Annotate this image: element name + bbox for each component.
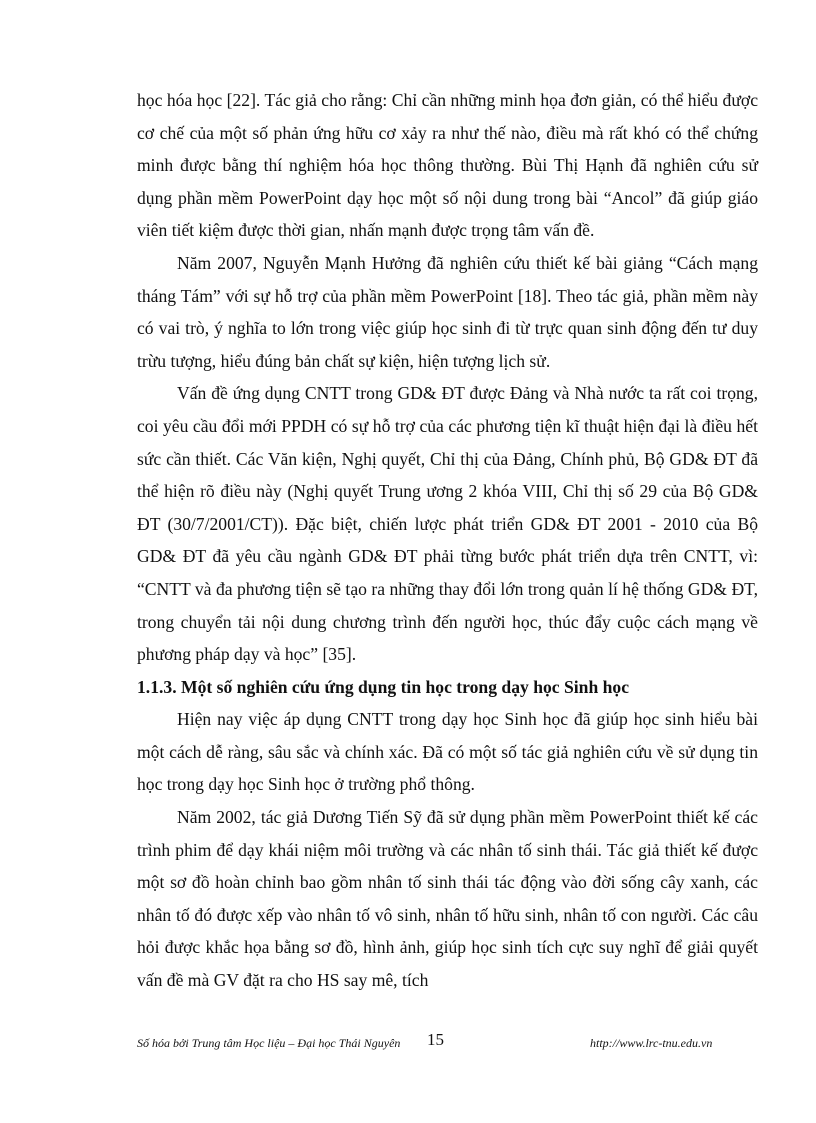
- paragraph-1: học hóa học [22]. Tác giả cho rằng: Chỉ cần những minh họa đơn giản, có thể hiểu được cơ chế của một số phản ứng hữu cơ xảy ra như thế nào, điều mà rất khó có thể chứng minh được bằng thí nghiệm hóa học thông thường. Bùi Thị Hạnh đã nghiên cứu sử dụng phần mềm PowerPoint dạy học một số nội dung trong bài “Ancol” đã giúp giáo viên tiết kiệm được thời gian, nhấn mạnh được trọng tâm vấn đề.: [137, 90, 758, 241]
- footer-source: Số hóa bởi Trung tâm Học liệu – Đại học Thái Nguyên: [137, 1036, 401, 1050]
- paragraph-2: Năm 2007, Nguyễn Mạnh Hưởng đã nghiên cứu thiết kế bài giảng “Cách mạng tháng Tám” với sự hỗ trợ của phần mềm PowerPoint [18]. Theo tác giả, phần mềm này có vai trò, ý nghĩa to lớn trong việc giúp học sinh đi từ trực quan sinh động đến tư duy trừu tượng, hiểu đúng bản chất sự kiện, hiện tượng lịch sử.: [137, 252, 758, 371]
- page-footer: [137, 1030, 758, 1060]
- footer-url: http://www.lrc-tnu.edu.vn: [590, 1036, 713, 1050]
- page-number: 15: [427, 1030, 444, 1049]
- paragraph-4: Hiện nay việc áp dụng CNTT trong dạy học Sinh học đã giúp học sinh hiểu bài một cách dễ ràng, sâu sắc và chính xác. Đã có một số tác giả nghiên cứu về sử dụng tin học trong dạy học Sinh học ở trường phổ thông.: [137, 709, 758, 795]
- paragraph-5: Năm 2002, tác giả Dương Tiến Sỹ đã sử dụng phần mềm PowerPoint thiết kế các trình phim để dạy khái niệm môi trường và các nhân tố sinh thái. Tác giả thiết kế được một sơ đồ hoàn chỉnh bao gồm nhân tố sinh thái tác động vào đời sống cây xanh, các nhân tố đó được xếp vào nhân tố vô sinh, nhân tố hữu sinh, nhân tố con người. Các câu hỏi được khắc họa bằng sơ đồ, hình ảnh, giúp học sinh tích cực suy nghĩ để giải quyết vấn đề mà GV đặt ra cho HS say mê, tích: [137, 807, 758, 991]
- section-heading: 1.1.3. Một số nghiên cứu ứng dụng tin học trong dạy học Sinh học: [137, 676, 630, 697]
- paragraph-3: Vấn đề ứng dụng CNTT trong GD& ĐT được Đảng và Nhà nước ta rất coi trọng, coi yêu cầu đổi mới PPDH có sự hỗ trợ của các phương tiện kĩ thuật hiện đại là điều hết sức cần thiết. Các Văn kiện, Nghị quyết, Chỉ thị của Đảng, Chính phủ, Bộ GD& ĐT đã thể hiện rõ điều này (Nghị quyết Trung ương 2 khóa VIII, Chỉ thị số 29 của Bộ GD& ĐT (30/7/2001/CT)). Đặc biệt, chiến lược phát triển GD& ĐT 2001 - 2010 của Bộ GD& ĐT đã yêu cầu ngành GD& ĐT phải từng bước phát triển dựa trên CNTT, vì: “CNTT và đa phương tiện sẽ tạo ra những thay đổi lớn trong quản lí hệ thống GD& ĐT, trong chuyển tải nội dung chương trình đến người học, thúc đẩy cuộc cách mạng về phương pháp dạy và học” [35].: [137, 383, 758, 665]
- body-text: [137, 84, 758, 997]
